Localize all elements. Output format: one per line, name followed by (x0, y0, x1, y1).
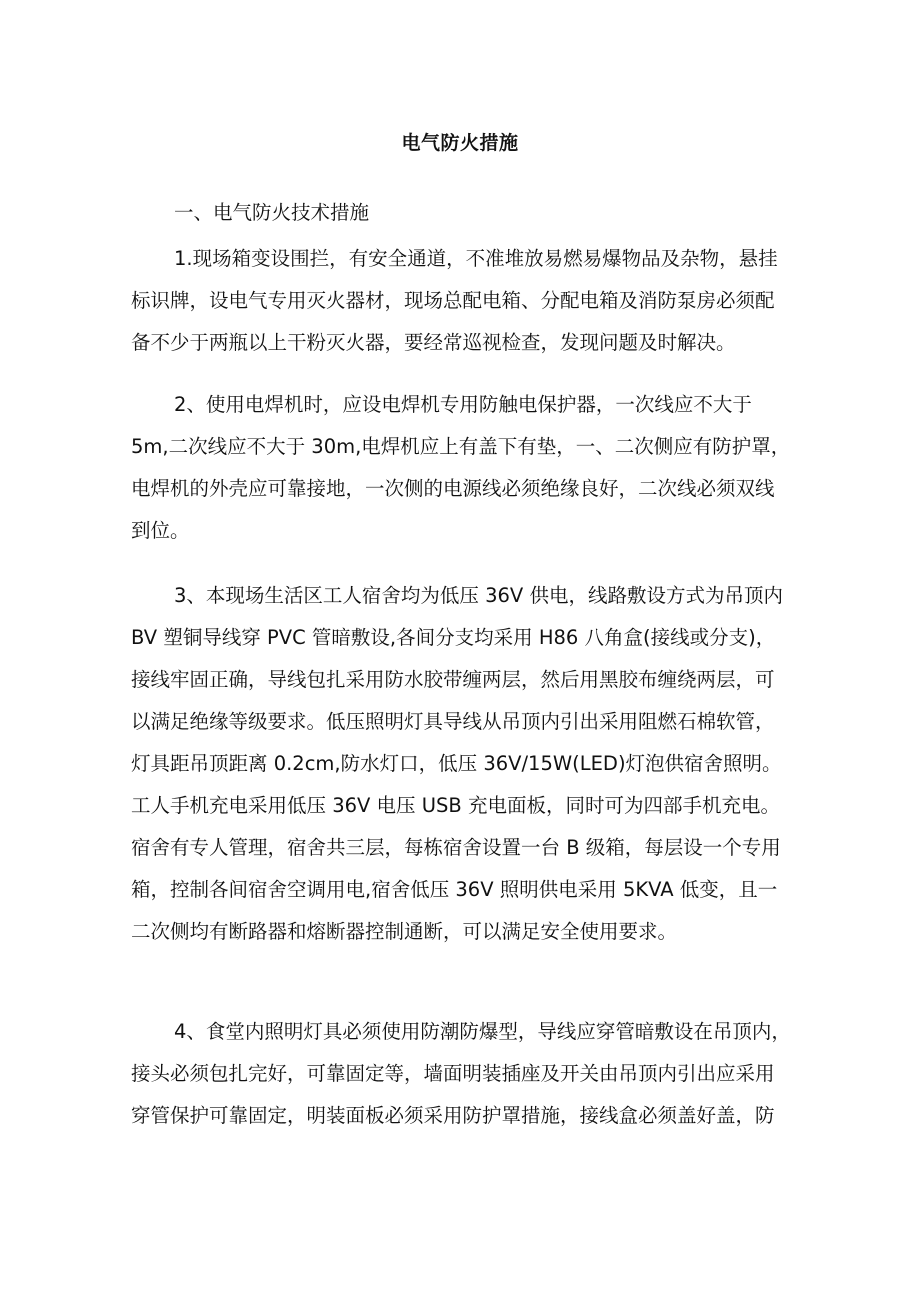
paragraph-line: 箱，控制各间宿舍空调用电,宿舍低压 36V 照明供电采用 5KVA 低变，且一 (131, 878, 778, 901)
paragraph-line: 1.现场箱变设围拦，有安全通道，不准堆放易燃易爆物品及杂物，悬挂 (174, 247, 778, 270)
paragraph-2 (131, 384, 803, 552)
paragraph-line: 接线牢固正确，导线包扎采用防水胶带缠两层，然后用黑胶布缠绕两层，可 (131, 668, 775, 691)
paragraph-line: 5m,二次线应不大于 30m,电焊机应上有盖下有垫，一、二次侧应有防护罩， (131, 435, 791, 458)
paragraph-line: 二次侧均有断路器和熔断器控制通断，可以满足安全使用要求。 (131, 920, 678, 943)
paragraph-line: 3、本现场生活区工人宿舍均为低压 36V 供电，线路敷设方式为吊顶内 (174, 584, 783, 607)
paragraph-line: BV 塑铜导线穿 PVC 管暗敷设,各间分支均采用 H86 八角盒(接线或分支)， (131, 626, 776, 649)
paragraph-line: 电焊机的外壳应可靠接地，一次侧的电源线必须绝缘良好，二次线必须双线 (131, 477, 775, 500)
paragraph-line: 以满足绝缘等级要求。低压照明灯具导线从吊顶内引出采用阻燃石棉软管， (131, 710, 775, 733)
paragraph-line: 宿舍有专人管理，宿舍共三层，每栋宿舍设置一台 B 级箱，每层设一个专用 (131, 836, 781, 859)
paragraph-line: 灯具距吊顶距离 0.2cm,防水灯口，低压 36V/15W(LED)灯泡供宿舍照明。 (131, 752, 782, 775)
paragraph-line: 工人手机充电采用低压 36V 电压 USB 充电面板，同时可为四部手机充电。 (131, 794, 780, 817)
document-title: 电气防火措施 (401, 132, 519, 154)
paragraph-line: 标识牌，设电气专用灭火器材，现场总配电箱、分配电箱及消防泵房必须配 (131, 289, 775, 312)
paragraph-line: 2、使用电焊机时，应设电焊机专用防触电保护器，一次线应不大于 (174, 393, 752, 416)
paragraph-3 (131, 575, 803, 953)
paragraph-line: 穿管保护可靠固定，明装面板必须采用防护罩措施，接线盒必须盖好盖，防 (131, 1104, 775, 1127)
paragraph-line: 4、食堂内照明灯具必须使用防潮防爆型，导线应穿管暗敷设在吊顶内， (174, 1020, 791, 1043)
paragraph-1 (131, 238, 803, 364)
paragraph-4 (131, 1011, 803, 1137)
paragraph-line: 接头必须包扎完好，可靠固定等，墙面明装插座及开关由吊顶内引出应采用 (131, 1062, 775, 1085)
paragraph-line: 到位。 (131, 519, 190, 542)
paragraph-line: 备不少于两瓶以上干粉灭火器，要经常巡视检查，发现问题及时解决。 (131, 331, 736, 354)
section-heading: 一、电气防火技术措施 (174, 201, 370, 224)
